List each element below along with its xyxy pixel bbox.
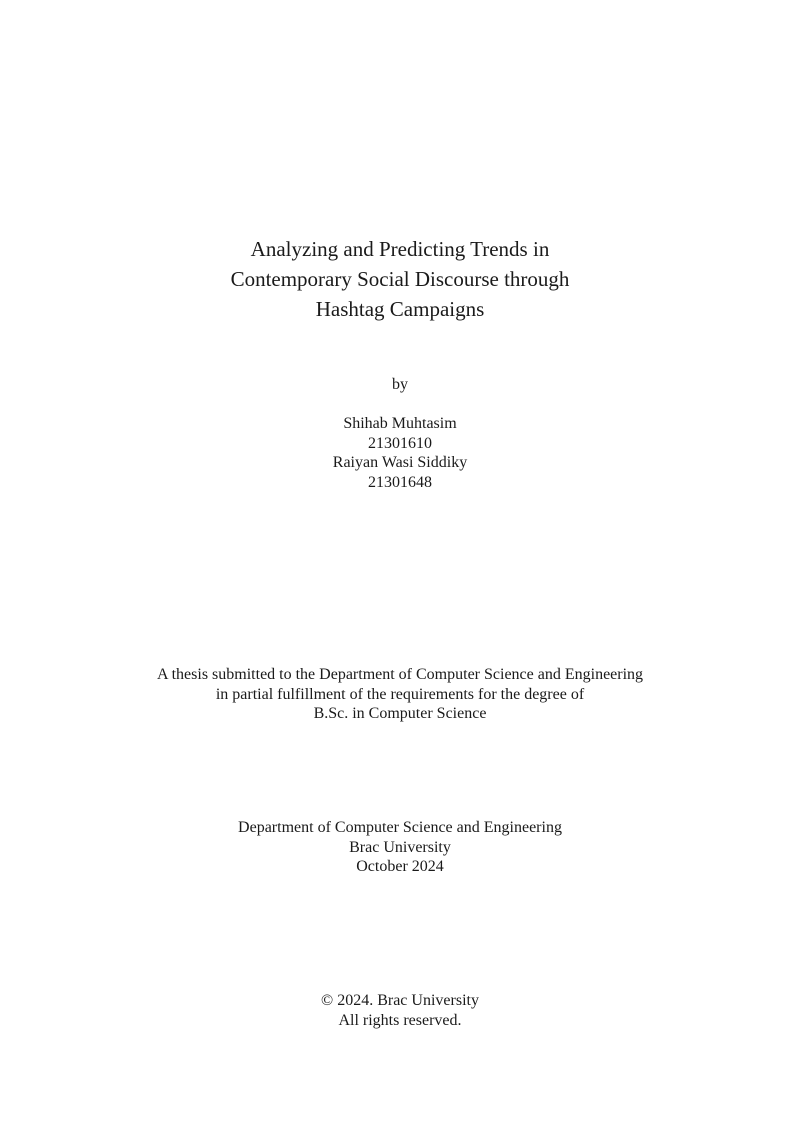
submission-date: October 2024 [356, 858, 444, 875]
submission-line-3: B.Sc. in Computer Science [313, 705, 487, 722]
author-1-id: 21301610 [368, 434, 432, 452]
institution-block [0, 818, 800, 877]
copyright-line-2: All rights reserved. [338, 1011, 462, 1029]
author-1-name: Shihab Muhtasim [343, 415, 457, 432]
thesis-title [0, 234, 800, 324]
copyright-line-1: © 2024. Brac University [321, 992, 479, 1009]
thesis-title-line-2: Contemporary Social Discourse through [230, 267, 570, 291]
submission-line-2: in partial fulfillment of the requirements for the degree of [215, 685, 585, 703]
thesis-title-line-1: Analyzing and Predicting Trends in [250, 237, 550, 261]
submission-statement [0, 665, 800, 724]
author-2-id: 21301648 [368, 473, 432, 491]
author-2-name: Raiyan Wasi Siddiky [332, 454, 468, 471]
copyright-notice [0, 991, 800, 1030]
by-label [0, 375, 800, 395]
submission-line-1: A thesis submitted to the Department of Computer Science and Engineering [156, 666, 644, 683]
department-name: Department of Computer Science and Engineering [238, 819, 562, 836]
by-text: by [392, 376, 408, 393]
thesis-title-line-3: Hashtag Campaigns [315, 297, 485, 321]
university-name: Brac University [349, 838, 451, 856]
author-list [0, 414, 800, 492]
